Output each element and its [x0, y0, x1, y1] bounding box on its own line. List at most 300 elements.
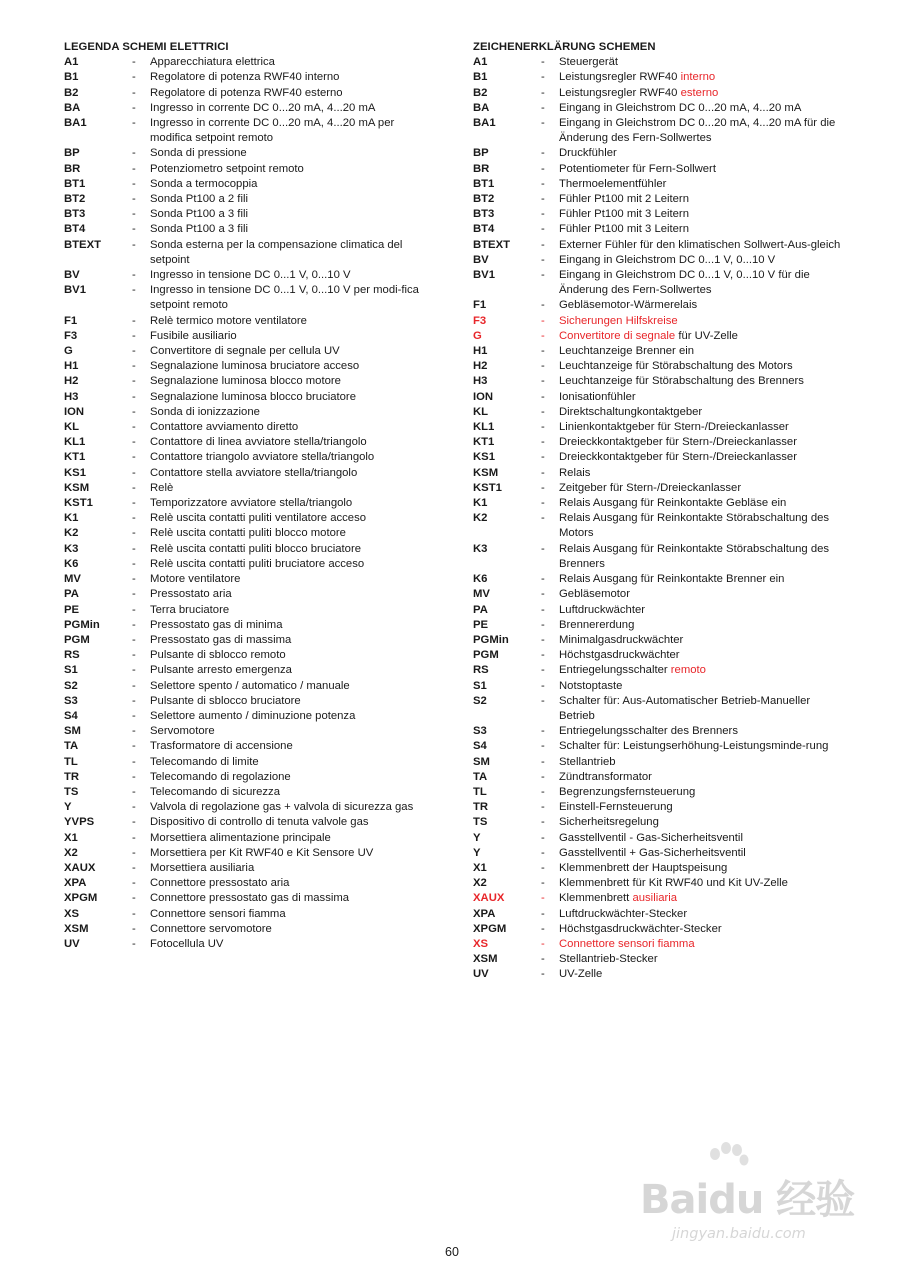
legend-code: XSM	[64, 922, 89, 935]
legend-description	[150, 785, 434, 800]
legend-description-text: Morsettiera alimentazione principale	[150, 831, 331, 844]
legend-description-text: Segnalazione luminosa blocco bruciatore	[150, 390, 356, 403]
legend-description-highlight: Convertitore di segnale	[559, 329, 676, 342]
legend-description-text: Pulsante di sblocco remoto	[150, 649, 286, 662]
legend-code: XAUX	[64, 861, 96, 874]
legend-row	[64, 101, 434, 116]
legend-dash: -	[541, 877, 545, 890]
legend-description-highlight: interno	[680, 71, 716, 84]
legend-dash: -	[132, 527, 136, 540]
legend-description-text: Sonda a termocoppia	[150, 177, 258, 190]
legend-row	[473, 466, 843, 481]
legend-description-text: Relais Ausgang für Reinkontakte Gebläse ein	[559, 497, 787, 510]
legend-row	[64, 238, 434, 268]
legend-row	[473, 770, 843, 785]
legend-row	[64, 876, 434, 891]
legend-description	[150, 876, 434, 891]
legend-description-text: Relè	[150, 481, 174, 494]
legend-row	[64, 496, 434, 511]
legend-description	[150, 770, 434, 785]
legend-row	[64, 815, 434, 830]
legend-description	[150, 116, 434, 146]
legend-code: XAUX	[473, 892, 505, 905]
legend-dash: -	[132, 618, 136, 631]
legend-dash: -	[132, 694, 136, 707]
legend-code: S2	[64, 679, 78, 692]
legend-row	[473, 390, 843, 405]
legend-description-text: Höchstgasdruckwächter	[559, 649, 680, 662]
legend-row	[473, 55, 843, 70]
legend-dash: -	[541, 405, 545, 418]
legend-dash: -	[541, 223, 545, 236]
legend-description	[559, 344, 843, 359]
legend-dash: -	[541, 466, 545, 479]
legend-dash: -	[541, 801, 545, 814]
legend-description-text: Stellantrieb-Stecker	[559, 953, 658, 966]
legend-description	[559, 101, 843, 116]
legend-dash: -	[541, 253, 545, 266]
legend-code: BA	[473, 101, 490, 114]
legend-code: F1	[473, 299, 487, 312]
legend-code: BT1	[473, 177, 495, 190]
legend-description-text: Ingresso in tensione DC 0...1 V, 0...10 V	[150, 269, 351, 282]
legend-code: PGMin	[473, 633, 509, 646]
legend-description	[150, 815, 434, 830]
legend-description	[150, 572, 434, 587]
legend-code: TL	[64, 755, 78, 768]
legend-description-text: Relè uscita contatti puliti bruciatore acceso	[150, 557, 365, 570]
legend-description-text: Contattore di linea avviatore stella/triangolo	[150, 436, 367, 449]
legend-row	[64, 390, 434, 405]
legend-description-text: Contattore avviamento diretto	[150, 421, 299, 434]
legend-description-text: Connettore pressostato gas di massima	[150, 892, 350, 905]
legend-description	[150, 222, 434, 237]
legend-column-italian	[64, 40, 434, 952]
legend-row	[473, 420, 843, 435]
legend-description-text: Sicherheitsregelung	[559, 816, 659, 829]
legend-dash: -	[132, 269, 136, 282]
legend-code: X1	[64, 831, 78, 844]
legend-code: K2	[64, 527, 79, 540]
legend-description	[559, 724, 843, 739]
legend-description	[150, 70, 434, 85]
legend-dash: -	[541, 512, 545, 525]
legend-dash: -	[132, 345, 136, 358]
legend-description	[150, 481, 434, 496]
legend-dash: -	[132, 709, 136, 722]
legend-dash: -	[132, 725, 136, 738]
legend-row	[64, 648, 434, 663]
legend-dash: -	[132, 147, 136, 160]
legend-code: BT1	[64, 177, 86, 190]
legend-code: BV	[64, 269, 80, 282]
legend-row	[473, 967, 843, 982]
legend-code: S3	[64, 694, 78, 707]
legend-description	[559, 815, 843, 830]
legend-code: TS	[473, 816, 488, 829]
legend-description	[150, 390, 434, 405]
legend-description	[150, 511, 434, 526]
legend-description-text: Direktschaltungkontaktgeber	[559, 405, 703, 418]
legend-list-italian	[64, 55, 434, 952]
legend-dash: -	[541, 633, 545, 646]
legend-description-text: Klemmenbrett	[559, 892, 633, 905]
legend-description	[150, 679, 434, 694]
legend-row	[473, 755, 843, 770]
legend-description	[559, 967, 843, 982]
legend-dash: -	[541, 740, 545, 753]
legend-row	[64, 831, 434, 846]
legend-description-text: Druckfühler	[559, 147, 617, 160]
legend-row	[473, 907, 843, 922]
legend-row	[473, 618, 843, 633]
legend-code: H3	[64, 390, 79, 403]
legend-row	[473, 633, 843, 648]
legend-dash: -	[132, 785, 136, 798]
legend-dash: -	[132, 907, 136, 920]
legend-description	[150, 648, 434, 663]
legend-description	[150, 709, 434, 724]
legend-description	[150, 466, 434, 481]
legend-dash: -	[132, 557, 136, 570]
legend-row	[473, 253, 843, 268]
legend-dash: -	[132, 481, 136, 494]
legend-description-text: Minimalgasdruckwächter	[559, 633, 684, 646]
legend-description-text: Stellantrieb	[559, 755, 616, 768]
legend-dash: -	[541, 588, 545, 601]
legend-row	[64, 526, 434, 541]
legend-description-text: Klemmenbrett für Kit RWF40 und Kit UV-Zelle	[559, 877, 788, 890]
legend-code: BR	[473, 162, 490, 175]
legend-row	[64, 146, 434, 161]
legend-title-german: ZEICHENERKLÄRUNG SCHEMEN	[473, 41, 656, 53]
legend-description	[150, 162, 434, 177]
legend-code: TR	[473, 801, 489, 814]
legend-row	[64, 907, 434, 922]
legend-dash: -	[132, 770, 136, 783]
legend-description	[559, 861, 843, 876]
legend-code: SM	[473, 755, 490, 768]
legend-dash: -	[541, 299, 545, 312]
legend-description	[559, 268, 843, 298]
legend-description-text: Leuchtanzeige für Störabschaltung des Brenners	[559, 375, 804, 388]
legend-code: Y	[473, 846, 481, 859]
legend-code: BA	[64, 101, 81, 114]
legend-code: TA	[473, 770, 488, 783]
legend-dash: -	[132, 284, 136, 297]
legend-description	[559, 390, 843, 405]
legend-row	[64, 481, 434, 496]
legend-description	[559, 739, 843, 754]
legend-dash: -	[132, 816, 136, 829]
legend-description-text: für UV-Zelle	[675, 329, 738, 342]
legend-dash: -	[541, 177, 545, 190]
legend-description	[150, 587, 434, 602]
legend-dash: -	[132, 937, 136, 950]
legend-dash: -	[541, 238, 545, 251]
legend-dash: -	[541, 831, 545, 844]
legend-dash: -	[541, 193, 545, 206]
legend-code: K6	[473, 573, 488, 586]
legend-description	[559, 679, 843, 694]
legend-description	[559, 846, 843, 861]
legend-code: RS	[64, 649, 80, 662]
legend-dash: -	[132, 846, 136, 859]
legend-description-text: Sonda Pt100 a 2 fili	[150, 193, 248, 206]
legend-dash: -	[132, 801, 136, 814]
legend-row	[473, 724, 843, 739]
legend-dash: -	[541, 755, 545, 768]
legend-row	[64, 694, 434, 709]
legend-description	[559, 922, 843, 937]
legend-dash: -	[541, 542, 545, 555]
legend-row	[64, 55, 434, 70]
legend-description	[559, 831, 843, 846]
legend-code: TL	[473, 785, 487, 798]
page-number: 60	[445, 1245, 459, 1259]
legend-code: MV	[64, 573, 81, 586]
legend-description-text: Höchstgasdruckwächter-Stecker	[559, 922, 722, 935]
legend-description-text: Gasstellventil + Gas-Sicherheitsventil	[559, 846, 746, 859]
legend-description-highlight: remoto	[670, 664, 706, 677]
legend-description	[559, 192, 843, 207]
legend-description	[150, 557, 434, 572]
legend-description-text: Einstell-Fernsteuerung	[559, 801, 673, 814]
legend-code: BT2	[473, 193, 495, 206]
legend-description	[150, 146, 434, 161]
watermark-main-text: Baidu 经验	[640, 1177, 855, 1223]
legend-column-german	[473, 40, 843, 983]
legend-code: KS1	[64, 466, 86, 479]
legend-row	[64, 420, 434, 435]
legend-row	[64, 724, 434, 739]
legend-description-text: Ingresso in corrente DC 0...20 mA, 4...20 mA	[150, 101, 376, 114]
legend-dash: -	[132, 238, 136, 251]
legend-row	[64, 344, 434, 359]
legend-code: K1	[64, 512, 79, 525]
legend-row	[64, 70, 434, 85]
legend-description-text: Pressostato gas di massima	[150, 633, 292, 646]
legend-description	[150, 496, 434, 511]
legend-description	[150, 55, 434, 70]
legend-description	[150, 329, 434, 344]
legend-description	[559, 648, 843, 663]
legend-description-text: Telecomando di sicurezza	[150, 785, 280, 798]
legend-row	[64, 557, 434, 572]
legend-dash: -	[541, 375, 545, 388]
legend-row	[473, 937, 843, 952]
legend-row	[64, 891, 434, 906]
legend-code: SM	[64, 725, 81, 738]
legend-code: B1	[473, 71, 488, 84]
legend-code: H1	[64, 360, 79, 373]
legend-description-text: Eingang in Gleichstrom DC 0...1 V, 0...10 V für die Änderung des Fern-Sollwertes	[559, 269, 810, 297]
legend-description	[150, 542, 434, 557]
legend-description	[150, 450, 434, 465]
legend-dash: -	[132, 603, 136, 616]
legend-description	[559, 542, 843, 572]
legend-code: H2	[64, 375, 79, 388]
legend-dash: -	[132, 861, 136, 874]
legend-code: X2	[473, 877, 487, 890]
legend-description	[150, 526, 434, 541]
legend-description	[559, 876, 843, 891]
legend-description-text: Luftdruckwächter-Stecker	[559, 907, 688, 920]
legend-description-text: Leistungsregler RWF40	[559, 86, 681, 99]
legend-row	[64, 572, 434, 587]
legend-description-text: Connettore servomotore	[150, 922, 272, 935]
legend-description	[559, 420, 843, 435]
legend-code: PA	[64, 588, 79, 601]
legend-dash: -	[132, 497, 136, 510]
legend-description-text: Selettore aumento / diminuzione potenza	[150, 709, 356, 722]
legend-description	[559, 70, 843, 85]
legend-description	[559, 253, 843, 268]
legend-row	[473, 785, 843, 800]
legend-description	[559, 618, 843, 633]
legend-row	[473, 192, 843, 207]
legend-dash: -	[541, 892, 545, 905]
legend-row	[473, 435, 843, 450]
legend-description	[150, 633, 434, 648]
legend-description-text: Fusibile ausiliario	[150, 329, 237, 342]
legend-dash: -	[132, 193, 136, 206]
legend-description-text: Ingresso in corrente DC 0...20 mA, 4...20 mA per modifica setpoint remoto	[150, 117, 395, 145]
legend-code: K3	[473, 542, 488, 555]
legend-code: H3	[473, 375, 488, 388]
legend-description-text: Segnalazione luminosa bruciatore acceso	[150, 360, 360, 373]
legend-description-text: Begrenzungsfernsteuerung	[559, 785, 696, 798]
legend-description-text: Relè termico motore ventilatore	[150, 314, 307, 327]
legend-description	[559, 663, 843, 678]
legend-description-text: Sonda Pt100 a 3 fili	[150, 223, 248, 236]
legend-description	[150, 755, 434, 770]
legend-code: PGM	[473, 649, 499, 662]
legend-description	[559, 116, 843, 146]
legend-code: BP	[473, 147, 489, 160]
legend-description-text: Ionisationfühler	[559, 390, 636, 403]
legend-description	[559, 694, 843, 724]
legend-row	[473, 679, 843, 694]
legend-description	[559, 572, 843, 587]
legend-row	[64, 435, 434, 450]
legend-dash: -	[541, 436, 545, 449]
legend-row	[473, 268, 843, 298]
legend-row	[473, 663, 843, 678]
legend-code: KT1	[473, 436, 495, 449]
legend-description-text: Relè uscita contatti puliti blocco bruciatore	[150, 542, 361, 555]
legend-code: S4	[473, 740, 487, 753]
legend-description-text: Pulsante arresto emergenza	[150, 664, 292, 677]
legend-code: Y	[64, 801, 72, 814]
legend-list-german	[473, 55, 843, 982]
legend-code: S3	[473, 725, 487, 738]
legend-description-text: Schalter für: Aus-Automatischer Betrieb-Manueller Betrieb	[559, 694, 811, 722]
legend-description-text: Connettore pressostato aria	[150, 877, 290, 890]
baidu-watermark	[640, 1140, 870, 1260]
legend-row	[473, 207, 843, 222]
legend-description-text: Fühler Pt100 mit 3 Leitern	[559, 208, 689, 221]
legend-code: KT1	[64, 451, 86, 464]
legend-dash: -	[132, 314, 136, 327]
legend-row	[64, 86, 434, 101]
legend-dash: -	[132, 831, 136, 844]
legend-description	[559, 298, 843, 313]
legend-row	[473, 891, 843, 906]
legend-code: F1	[64, 314, 78, 327]
legend-code: PE	[64, 603, 80, 616]
legend-description	[150, 618, 434, 633]
legend-description-text: Relè uscita contatti puliti ventilatore acceso	[150, 512, 367, 525]
legend-description-text: Potenziometro setpoint remoto	[150, 162, 304, 175]
legend-code: PA	[473, 603, 488, 616]
legend-description-text: Eingang in Gleichstrom DC 0...1 V, 0...10 V	[559, 253, 776, 266]
legend-dash: -	[541, 922, 545, 935]
legend-code: ION	[473, 390, 494, 403]
legend-dash: -	[132, 679, 136, 692]
legend-description	[150, 603, 434, 618]
legend-description-highlight: Sicherungen Hilfskreise	[559, 314, 678, 327]
legend-row	[64, 116, 434, 146]
legend-code: BA1	[64, 117, 87, 129]
legend-description	[150, 739, 434, 754]
legend-description	[559, 86, 843, 101]
legend-description	[559, 207, 843, 222]
legend-title-italian: LEGENDA SCHEMI ELETTRICI	[64, 41, 229, 53]
legend-dash: -	[132, 162, 136, 175]
legend-row	[64, 679, 434, 694]
legend-row	[473, 116, 843, 146]
legend-row	[64, 450, 434, 465]
legend-dash: -	[541, 451, 545, 464]
legend-dash: -	[132, 664, 136, 677]
legend-dash: -	[541, 360, 545, 373]
legend-row	[64, 177, 434, 192]
legend-dash: -	[541, 86, 545, 99]
legend-code: TA	[64, 740, 79, 753]
legend-row	[473, 496, 843, 511]
legend-code: BT3	[473, 208, 495, 221]
legend-code: KL	[473, 405, 489, 418]
legend-description	[150, 663, 434, 678]
legend-dash: -	[541, 694, 545, 707]
legend-description-text: Dispositivo di controllo di tenuta valvole gas	[150, 816, 369, 829]
legend-row	[473, 846, 843, 861]
legend-dash: -	[541, 603, 545, 616]
legend-code: TR	[64, 770, 80, 783]
legend-dash: -	[132, 390, 136, 403]
legend-description-text: Sonda esterna per la compensazione climatica del setpoint	[150, 238, 403, 266]
legend-description	[150, 420, 434, 435]
legend-row	[473, 739, 843, 754]
legend-row	[473, 587, 843, 602]
legend-description	[150, 907, 434, 922]
legend-description	[559, 587, 843, 602]
legend-code: F3	[473, 314, 487, 327]
legend-description	[559, 374, 843, 389]
legend-dash: -	[132, 755, 136, 768]
legend-description	[559, 177, 843, 192]
legend-description	[150, 268, 434, 283]
legend-description-text: Eingang in Gleichstrom DC 0...20 mA, 4...20 mA	[559, 101, 802, 114]
legend-code: MV	[473, 588, 490, 601]
legend-code: BA1	[473, 117, 496, 129]
legend-row	[64, 283, 434, 313]
legend-row	[473, 694, 843, 724]
legend-dash: -	[541, 101, 545, 114]
legend-dash: -	[132, 877, 136, 890]
legend-code: XS	[473, 937, 489, 950]
